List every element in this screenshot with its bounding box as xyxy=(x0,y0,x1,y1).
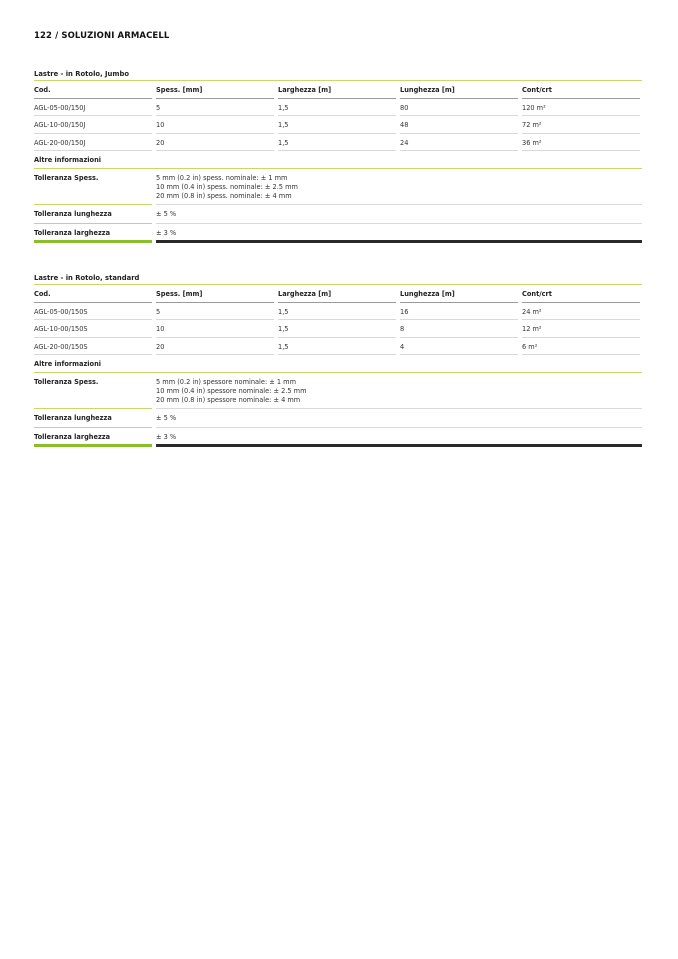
table-cell: 1,5 xyxy=(278,338,396,356)
property-value xyxy=(156,224,642,243)
table-cell: 72 m² xyxy=(522,116,640,134)
table-cell: 1,5 xyxy=(278,320,396,338)
property-label: Tolleranza larghezza xyxy=(34,224,152,243)
property-value-line: 20 mm (0.8 in) spessore nominale: ± 4 mm xyxy=(156,395,301,404)
table-row xyxy=(34,303,642,321)
property-row xyxy=(34,409,642,428)
table-cell: 12 m² xyxy=(522,320,640,338)
table-cell: 1,5 xyxy=(278,134,396,152)
table-cell: AGL-05-00/150J xyxy=(34,99,152,117)
table-cell: 5 xyxy=(156,99,274,117)
property-row xyxy=(34,428,642,447)
column-header: Lunghezza [m] xyxy=(400,285,518,303)
column-header: Cont/crt xyxy=(522,285,640,303)
property-value-line: 5 mm (0.2 in) spess. nominale: ± 1 mm xyxy=(156,174,288,183)
column-header: Cod. xyxy=(34,285,152,303)
table-cell: 20 xyxy=(156,134,274,152)
column-header: Cod. xyxy=(34,81,152,99)
info-heading: Altre informazioni xyxy=(34,151,642,169)
column-header: Larghezza [m] xyxy=(278,285,396,303)
table-cell: 48 xyxy=(400,116,518,134)
table-cell: AGL-20-00/150S xyxy=(34,338,152,356)
table-cell: AGL-20-00/150J xyxy=(34,134,152,152)
property-label: Tolleranza lunghezza xyxy=(34,409,152,428)
table-cell: 5 xyxy=(156,303,274,321)
column-header: Lunghezza [m] xyxy=(400,81,518,99)
property-value xyxy=(156,169,642,205)
info-heading: Altre informazioni xyxy=(34,355,642,373)
section-title: Lastre - in Rotolo, Jumbo xyxy=(34,70,130,78)
property-label: Tolleranza Spess. xyxy=(34,373,152,409)
product-table-jumbo xyxy=(34,68,642,243)
table-cell: 1,5 xyxy=(278,303,396,321)
column-header: Spess. [mm] xyxy=(156,285,274,303)
column-header: Cont/crt xyxy=(522,81,640,99)
property-value-line: 5 mm (0.2 in) spessore nominale: ± 1 mm xyxy=(156,378,297,387)
property-value xyxy=(156,409,642,428)
table-cell: 20 xyxy=(156,338,274,356)
table-cell: AGL-05-00/150S xyxy=(34,303,152,321)
table-header-row xyxy=(34,81,642,99)
property-value-line: 20 mm (0.8 in) spess. nominale: ± 4 mm xyxy=(156,191,292,200)
product-table-standard xyxy=(34,272,642,447)
table-cell: 6 m² xyxy=(522,338,640,356)
property-label: Tolleranza larghezza xyxy=(34,428,152,447)
table-cell: 10 xyxy=(156,116,274,134)
column-header: Spess. [mm] xyxy=(156,81,274,99)
table-cell: 24 m² xyxy=(522,303,640,321)
property-value-line: ± 5 % xyxy=(156,414,177,423)
property-row xyxy=(34,169,642,205)
table-cell: 36 m² xyxy=(522,134,640,152)
table-cell: 4 xyxy=(400,338,518,356)
table-row xyxy=(34,116,642,134)
table-cell: 120 m² xyxy=(522,99,640,117)
table-cell: 80 xyxy=(400,99,518,117)
property-value xyxy=(156,205,642,224)
table-header-row xyxy=(34,285,642,303)
table-cell: 16 xyxy=(400,303,518,321)
table-cell: 1,5 xyxy=(278,116,396,134)
table-cell: AGL-10-00/150J xyxy=(34,116,152,134)
table-cell: 24 xyxy=(400,134,518,152)
column-header: Larghezza [m] xyxy=(278,81,396,99)
property-value-line: ± 3 % xyxy=(156,229,177,238)
table-cell: 1,5 xyxy=(278,99,396,117)
property-value-line: 10 mm (0.4 in) spess. nominale: ± 2.5 mm xyxy=(156,182,298,191)
table-row xyxy=(34,99,642,117)
property-row xyxy=(34,373,642,409)
property-row xyxy=(34,205,642,224)
property-label: Tolleranza Spess. xyxy=(34,169,152,205)
property-value-line: 10 mm (0.4 in) spessore nominale: ± 2.5 mm xyxy=(156,386,307,395)
property-value-line: ± 3 % xyxy=(156,433,177,442)
property-row xyxy=(34,224,642,243)
table-row xyxy=(34,338,642,356)
section-title: Lastre - in Rotolo, standard xyxy=(34,274,140,282)
table-cell: 10 xyxy=(156,320,274,338)
property-label: Tolleranza lunghezza xyxy=(34,205,152,224)
property-value xyxy=(156,428,642,447)
table-row xyxy=(34,134,642,152)
property-value-line: ± 5 % xyxy=(156,210,177,219)
table-cell: 8 xyxy=(400,320,518,338)
property-value xyxy=(156,373,642,409)
page-header: 122 / SOLUZIONI ARMACELL xyxy=(34,31,170,41)
table-row xyxy=(34,320,642,338)
table-cell: AGL-10-00/150S xyxy=(34,320,152,338)
